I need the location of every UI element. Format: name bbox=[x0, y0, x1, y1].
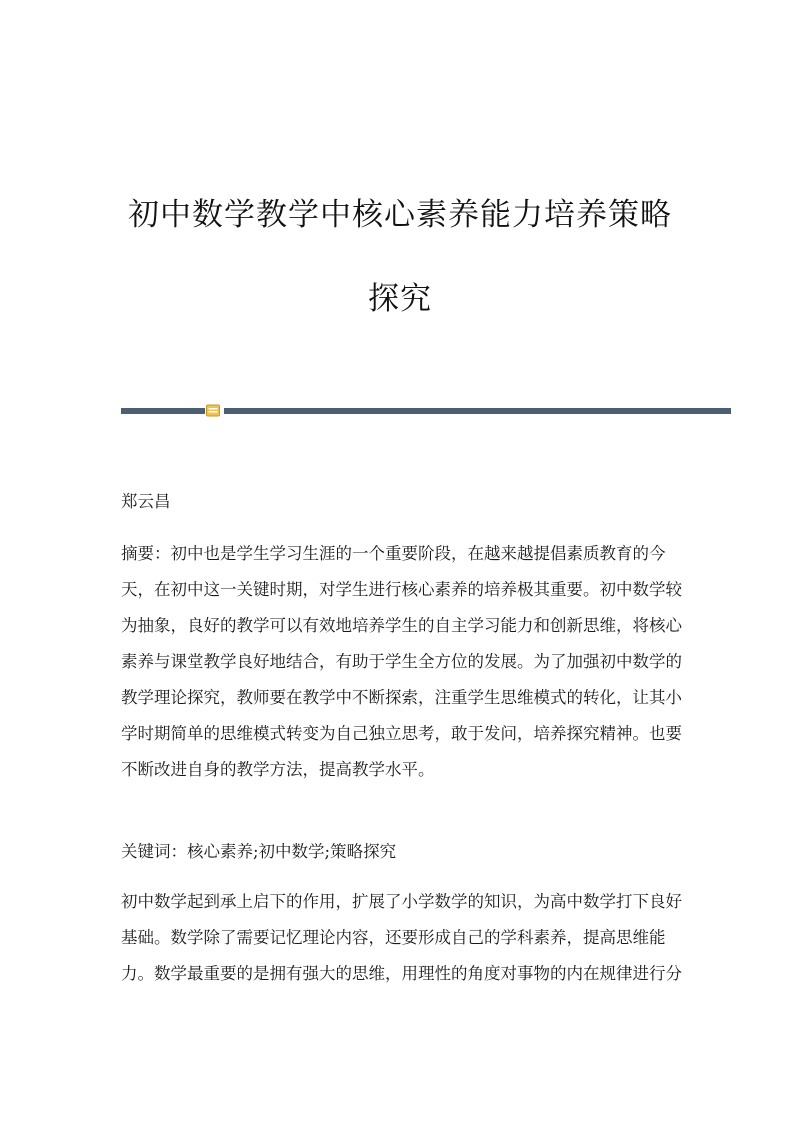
title-line-1: 初中数学教学中核心素养能力培养策略 bbox=[128, 197, 672, 233]
abstract bbox=[121, 536, 681, 788]
abstract-line: 素养与课堂教学良好地结合，有助于学生全方位的发展。为了加强初中数学的 bbox=[121, 652, 682, 671]
title-line-2: 探究 bbox=[368, 281, 432, 317]
abstract-line: 天，在初中这一关键时期，对学生进行核心素养的培养极其重要。初中数学较 bbox=[121, 580, 682, 599]
divider-left bbox=[121, 408, 205, 414]
document-badge-icon bbox=[206, 404, 220, 417]
body-line: 基础。数学除了需要记忆理论内容，还要形成自己的学科素养，提高思维能 bbox=[121, 928, 666, 947]
divider-right bbox=[224, 408, 731, 414]
abstract-line: 学时期简单的思维模式转变为自己独立思考，敢于发问，培养探究精神。也要 bbox=[121, 724, 682, 743]
abstract-line: 教学理论探究，教师要在教学中不断探索，注重学生思维模式的转化，让其小 bbox=[121, 688, 682, 707]
abstract-line: 摘要：初中也是学生学习生涯的一个重要阶段，在越来越提倡素质教育的今 bbox=[121, 544, 666, 563]
body-line: 力。数学最重要的是拥有强大的思维，用理性的角度对事物的内在规律进行分 bbox=[121, 964, 682, 983]
abstract-line: 不断改进自身的教学方法，提高教学水平。 bbox=[121, 760, 435, 779]
body-paragraph bbox=[121, 884, 681, 992]
body-line: 初中数学起到承上启下的作用，扩展了小学数学的知识，为高中数学打下良好 bbox=[121, 892, 682, 911]
author-name: 郑云昌 bbox=[121, 492, 171, 511]
abstract-line: 为抽象，良好的教学可以有效地培养学生的自主学习能力和创新思维，将核心 bbox=[121, 616, 682, 635]
keywords: 关键词：核心素养;初中数学;策略探究 bbox=[121, 842, 397, 861]
